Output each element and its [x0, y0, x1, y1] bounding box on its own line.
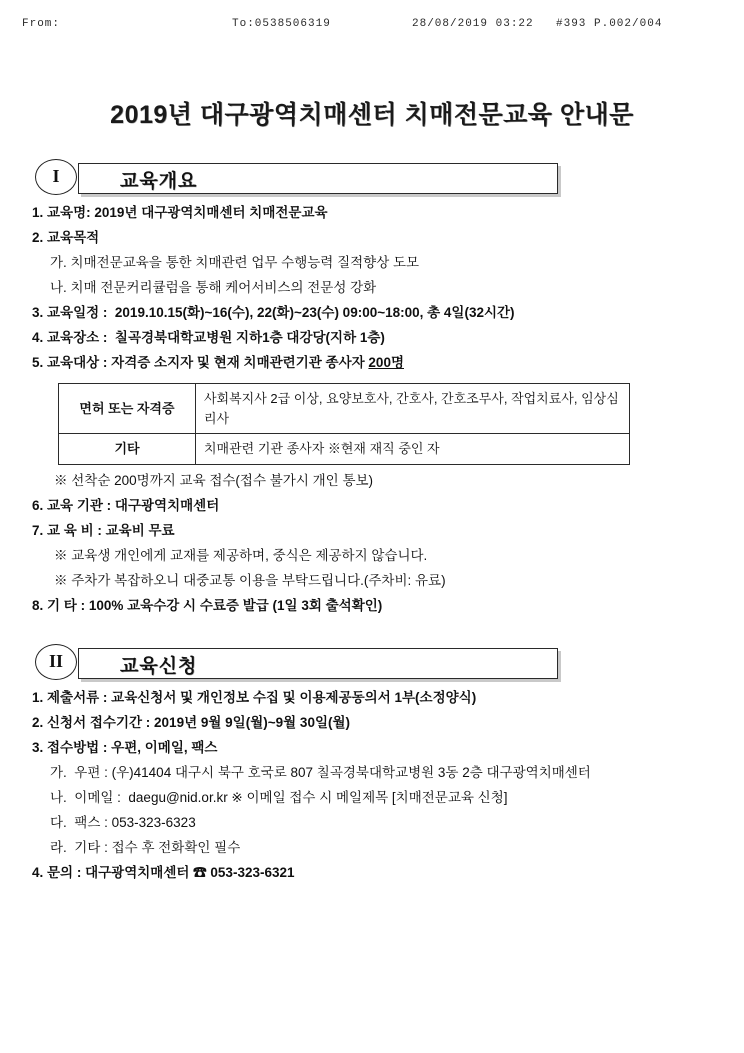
section-body [0, 203, 744, 616]
fax-datetime: 28/08/2019 03:22 [412, 18, 534, 30]
table-cell-value: 치매관련 기관 종사자 ※현재 재직 중인 자 [196, 434, 630, 465]
document-line: 7. 교 육 비 : 교육비 무료 [32, 522, 175, 538]
section-heading [0, 644, 744, 682]
table-cell-value: 사회복지사 2급 이상, 요양보호사, 간호사, 간호조무사, 작업치료사, 임상심리사 [196, 384, 630, 434]
document-line: ※ 선착순 200명까지 교육 접수(접수 불가시 개인 통보) [54, 472, 374, 488]
line-emphasis: 200명 [368, 354, 404, 370]
document-line: ※ 주차가 복잡하오니 대중교통 이용을 부탁드립니다.(주차비: 유료) [54, 572, 446, 588]
line-text: 5. 교육대상 : 자격증 소지자 및 현재 치매관련기관 종사자 [32, 354, 369, 370]
section-body [0, 688, 744, 883]
qualification-table [58, 383, 630, 465]
document-page [0, 60, 744, 888]
section-heading [0, 159, 744, 197]
document-line: 4. 문의 : 대구광역치매센터 ☎ 053-323-6321 [32, 864, 295, 880]
document-line: 4. 교육장소 : 칠곡경북대학교병원 지하1층 대강당(지하 1층) [32, 329, 385, 345]
table-row [59, 384, 630, 434]
document-line: 나. 이메일 : daegu@nid.or.kr ※ 이메일 접수 시 메일제목 [치매전문교육 신청] [50, 790, 508, 806]
page-title: 2019년 대구광역치매센터 치매전문교육 안내문 [110, 101, 634, 129]
document-line [32, 353, 744, 374]
document-line: 라. 기타 : 접수 후 전화확인 필수 [50, 840, 241, 856]
section-title: 교육신청 [120, 656, 198, 678]
document-line: 3. 교육일정 : 2019.10.15(화)~16(수), 22(화)~23(수) 09:00~18:00, 총 4일(32시간) [32, 304, 515, 320]
fax-from-label: From: [22, 18, 61, 30]
section-number-badge: I [35, 159, 77, 195]
document-line: 6. 교육 기관 : 대구광역치매센터 [32, 497, 220, 513]
document-line: 3. 접수방법 : 우편, 이메일, 팩스 [32, 740, 218, 756]
document-line: 가. 우편 : (우)41404 대구시 북구 호국로 807 칠곡경북대학교병원 3동 2층 대구광역치매센터 [50, 765, 591, 781]
document-section [0, 644, 744, 883]
document-line: 나. 치매 전문커리큘럼을 통해 케어서비스의 전문성 강화 [50, 279, 377, 295]
document-line: 다. 팩스 : 053-323-6323 [50, 815, 196, 831]
document-line: 가. 치매전문교육을 통한 치매관련 업무 수행능력 질적향상 도모 [50, 254, 420, 270]
section-title: 교육개요 [120, 171, 198, 192]
fax-page-counter: #393 P.002/004 [556, 18, 663, 30]
table-cell-label: 기타 [59, 434, 196, 465]
document-section [0, 159, 744, 616]
document-line: 2. 신청서 접수기간 : 2019년 9월 9일(월)~9월 30일(월) [32, 715, 351, 731]
document-line: 1. 교육명: 2019년 대구광역치매센터 치매전문교육 [32, 205, 328, 220]
document-line: ※ 교육생 개인에게 교재를 제공하며, 중식은 제공하지 않습니다. [54, 547, 428, 563]
table-cell-label: 면허 또는 자격증 [59, 384, 196, 434]
fax-to-number: To:0538506319 [232, 18, 331, 30]
section-number-badge: II [35, 644, 77, 680]
sections-container [0, 159, 744, 884]
document-line: 1. 제출서류 : 교육신청서 및 개인정보 수집 및 이용제공동의서 1부(소정양식) [32, 690, 477, 706]
document-line: 8. 기 타 : 100% 교육수강 시 수료증 발급 (1일 3회 출석확인) [32, 597, 383, 613]
document-line: 2. 교육목적 [32, 229, 100, 245]
fax-header [0, 18, 744, 36]
table-row [59, 434, 630, 465]
